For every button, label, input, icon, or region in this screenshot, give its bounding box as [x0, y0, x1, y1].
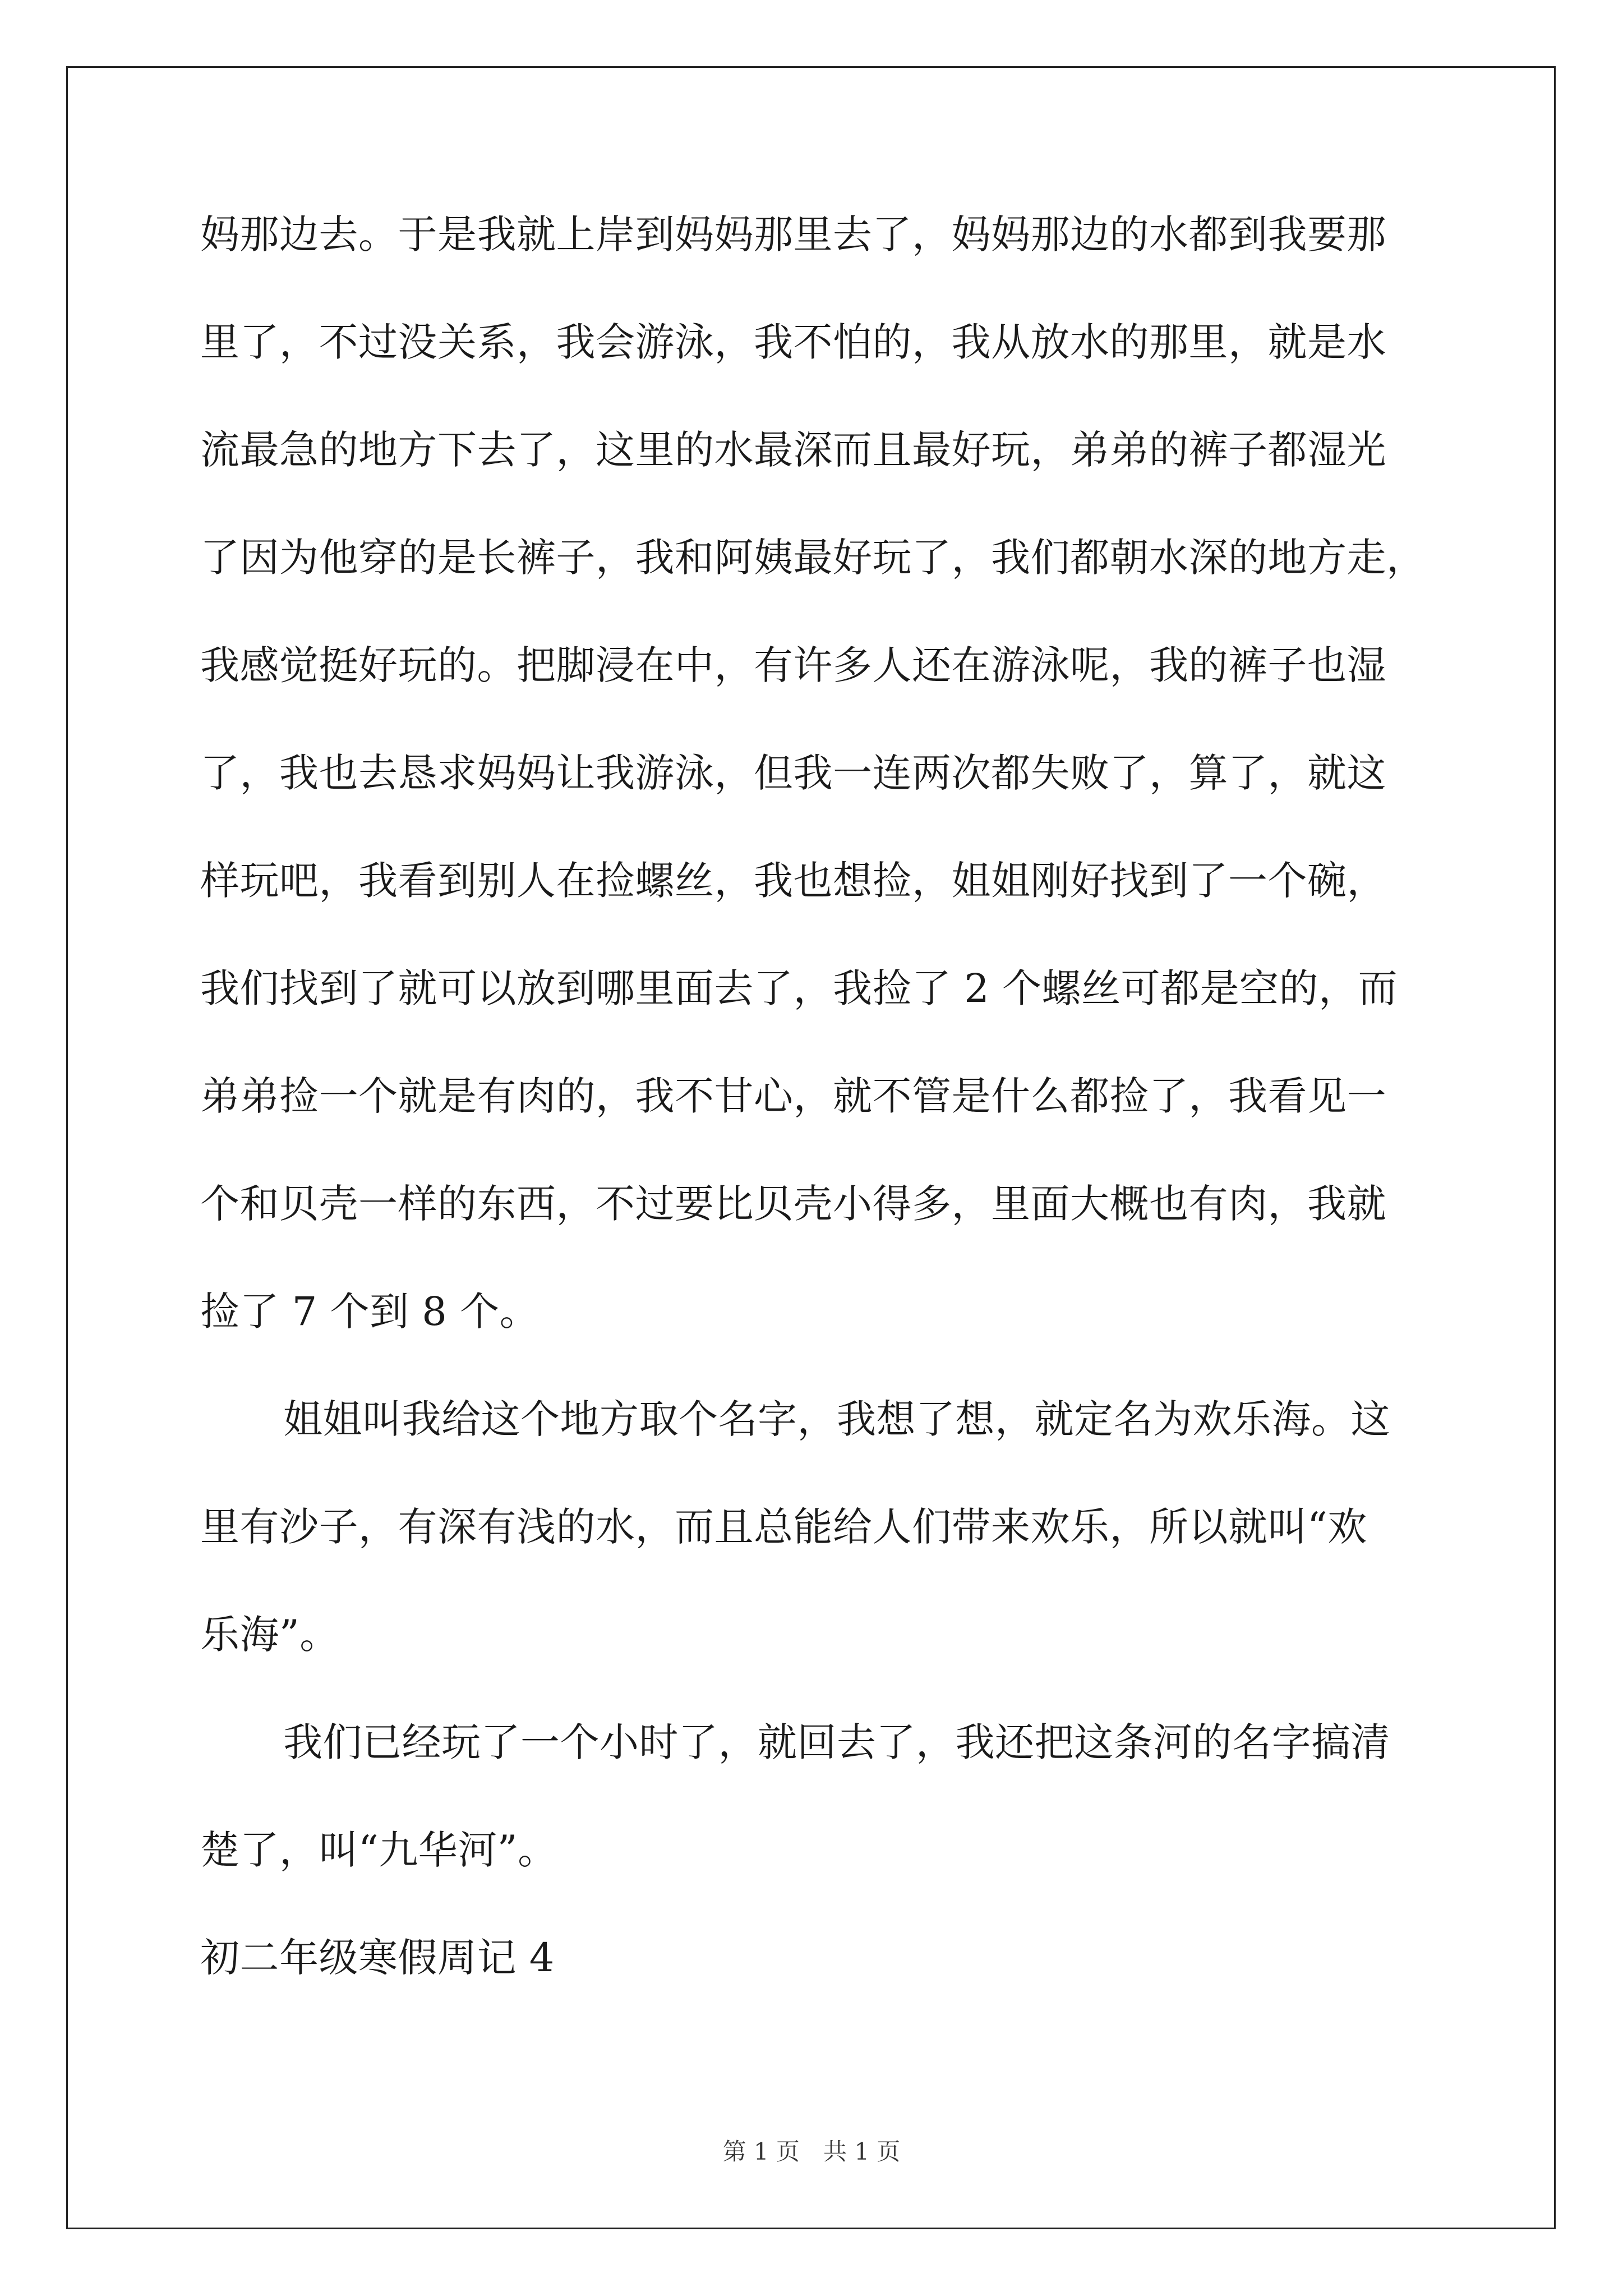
text-line: 流最急的地方下去了，这里的水最深而且最好玩，弟弟的裤子都湿光 — [200, 427, 1386, 473]
page-footer: 第 1 页 共 1 页 — [722, 2138, 901, 2165]
text-line: 我感觉挺好玩的。把脚浸在中，有许多人还在游泳呢，我的裤子也湿 — [200, 642, 1386, 688]
text-line: 样玩吧，我看到别人在捡螺丝，我也想捡，姐姐刚好找到了一个碗， — [200, 858, 1386, 904]
text-line: 楚了，叫“九华河”。 — [200, 1827, 557, 1873]
paragraph-start-line: 我们已经玩了一个小时了，就回去了，我还把这条河的名字搞清 — [283, 1719, 1390, 1765]
text-line: 乐海”。 — [200, 1612, 339, 1658]
text-line: 我们找到了就可以放到哪里面去了，我捡了 2 个螺丝可都是空的，而 — [200, 965, 1398, 1011]
paragraph-start-line: 姐姐叫我给这个地方取个名字，我想了想，就定名为欢乐海。这 — [283, 1396, 1390, 1442]
document-body — [200, 208, 1434, 2039]
section-heading: 初二年级寒假周记 4 — [200, 1935, 555, 1981]
text-line: 捡了 7 个到 8 个。 — [200, 1289, 540, 1335]
text-line: 弟弟捡一个就是有肉的，我不甘心，就不管是什么都捡了，我看见一 — [200, 1073, 1386, 1119]
text-line: 个和贝壳一样的东西，不过要比贝壳小得多，里面大概也有肉，我就 — [200, 1181, 1386, 1227]
text-line: 了，我也去恳求妈妈让我游泳，但我一连两次都失败了，算了，就这 — [200, 750, 1386, 796]
text-line: 里有沙子，有深有浅的水，而且总能给人们带来欢乐，所以就叫“欢 — [200, 1504, 1367, 1550]
text-line: 了因为他穿的是长裤子，我和阿姨最好玩了，我们都朝水深的地方走， — [200, 535, 1426, 581]
text-line: 妈那边去。于是我就上岸到妈妈那里去了，妈妈那边的水都到我要那 — [200, 211, 1386, 257]
text-line: 里了，不过没关系，我会游泳，我不怕的，我从放水的那里，就是水 — [200, 319, 1386, 365]
